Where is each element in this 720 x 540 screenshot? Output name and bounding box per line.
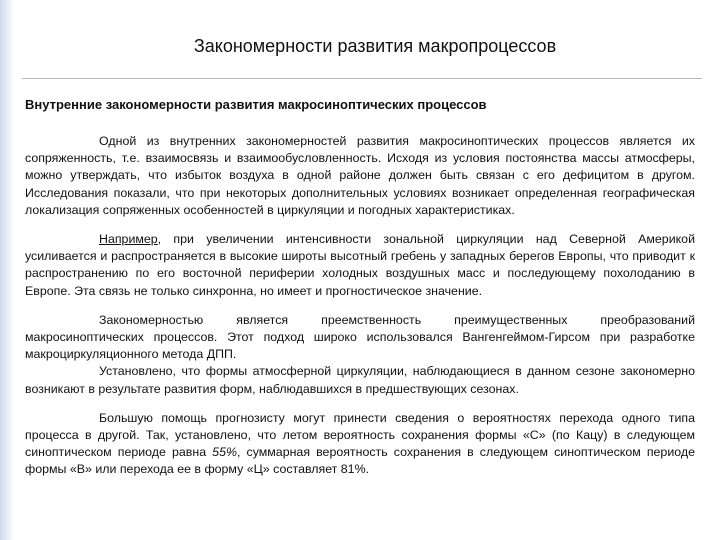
paragraph-seasonal-forms: Установлено, что формы атмосферной циркуляции, наблюдающиеся в данном сезоне закономерно возникают в результате развития форм, наблюдавшихся в предшествующих сезонах. [25,364,695,396]
page-title: Закономерности развития макропроцессов [193,36,557,56]
probabilities-text-a: Большую помощь прогнозисту могут принести сведения о вероятностях перехода одного типа процесса в другой. Так, установлено, что летом вероятность сохранения формы «С» (по Кацу) в следующем синоптическом периоде равна [25,410,695,460]
paragraph-conjugacy: Одной из внутренних закономерностей развития макросиноптических процессов является их сопряженность, т.е. взаимосвязь и взаимообусловленность. Исходя из условия постоянства массы атмосферы, можно утверждать, что избыток воздуха в одной районе должен быть связан с его дефицитом в другом. Исследования показали, что при некоторых дополнительных условиях возникает определенная географическая локализация сопряженных особенностей в циркуляции и погодных характеристиках. [25,134,695,217]
section-heading: Внутренние закономерности развития макросиноптических процессов [25,97,487,112]
example-text: , при увеличении интенсивности зональной циркуляции над Северной Америкой усиливается и распространяется в высокие широты высотный гребень у западных берегов Европы, что приводит к распространению по его восточной периферии холодных воздушных масс и последующему похолоданию в Европе. Эта связь не только синхронна, но имеет и прогностическое значение. [25,232,695,298]
paragraph-succession: Закономерностью является преемственность преимущественных преобразований макросиноптических процессов. Этот подход широко использовался Вангенгеймом-Гирсом при разработке макроциркуляционного метода ДПП. [25,312,695,362]
body-text [25,133,695,479]
probabilities-text-b: , суммарная вероятность сохранения в следующем синоптическом периоде формы «В» или перехода ее в форму «Ц» составляет 81%. [25,445,695,477]
paragraph-example [25,231,695,300]
paragraph-probabilities [25,410,695,479]
probability-value: 55% [212,445,237,460]
example-link[interactable]: Например [99,232,158,247]
title-divider [22,78,702,79]
left-gradient-bar [0,0,14,540]
